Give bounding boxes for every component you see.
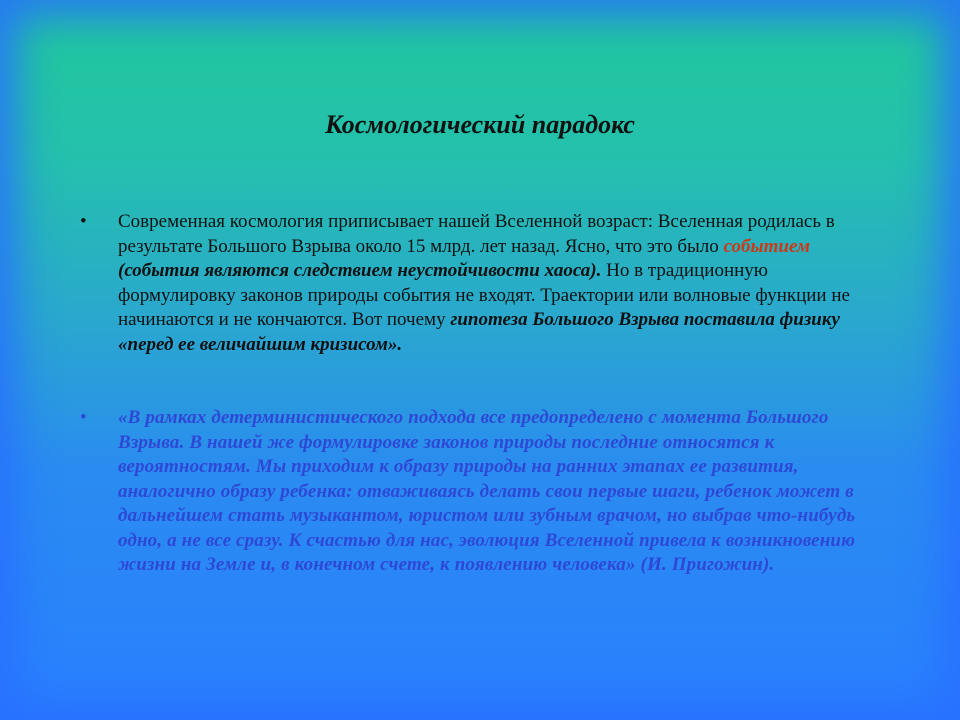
bullet1-part4: гипотеза Большого Взрыва поставила физику «перед ее величайшим кризисом». — [118, 309, 840, 355]
bullet-marker-1: • — [80, 211, 87, 232]
bullet1-part2: (события являются следствием неустойчивости хаоса). — [118, 260, 602, 281]
slide-title: Космологический парадокс — [325, 110, 635, 139]
bullet1-part1: Современная космология приписывает нашей Вселенной возраст: Вселенная родилась в результате Большого Взрыва около 15 млрд. лет назад. Ясно, что это было — [118, 211, 835, 257]
bullet-text-1 — [118, 210, 860, 357]
bullet1-part3: Но в традиционную формулировку законов природы события не входят. Траектории или волновые функции не начинаются и не кончаются. Вот почему — [118, 260, 850, 330]
bullet-quote-2: «В рамках детерминистического подхода все предопределено с момента Большого Взрыва. В нашей же формулировке законов природы последние относятся к вероятностям. Мы приходим к образу природы на ранних этапах ее развития, аналогично образу ребенка: отваживаясь делать свои первые шаги, ребенок может в дальнейшем стать музыкантом, юристом или зубным врачом, но выбрав что-нибудь одно, а не все сразу. К счастью для нас, эволюция Вселенной привела к возникновению жизни на Земле и, в конечном счете, к появлению человека» (И. Пригожин). — [118, 407, 856, 575]
bullet-marker-2: • — [80, 407, 87, 428]
bullet1-highlight: событием — [723, 235, 810, 257]
